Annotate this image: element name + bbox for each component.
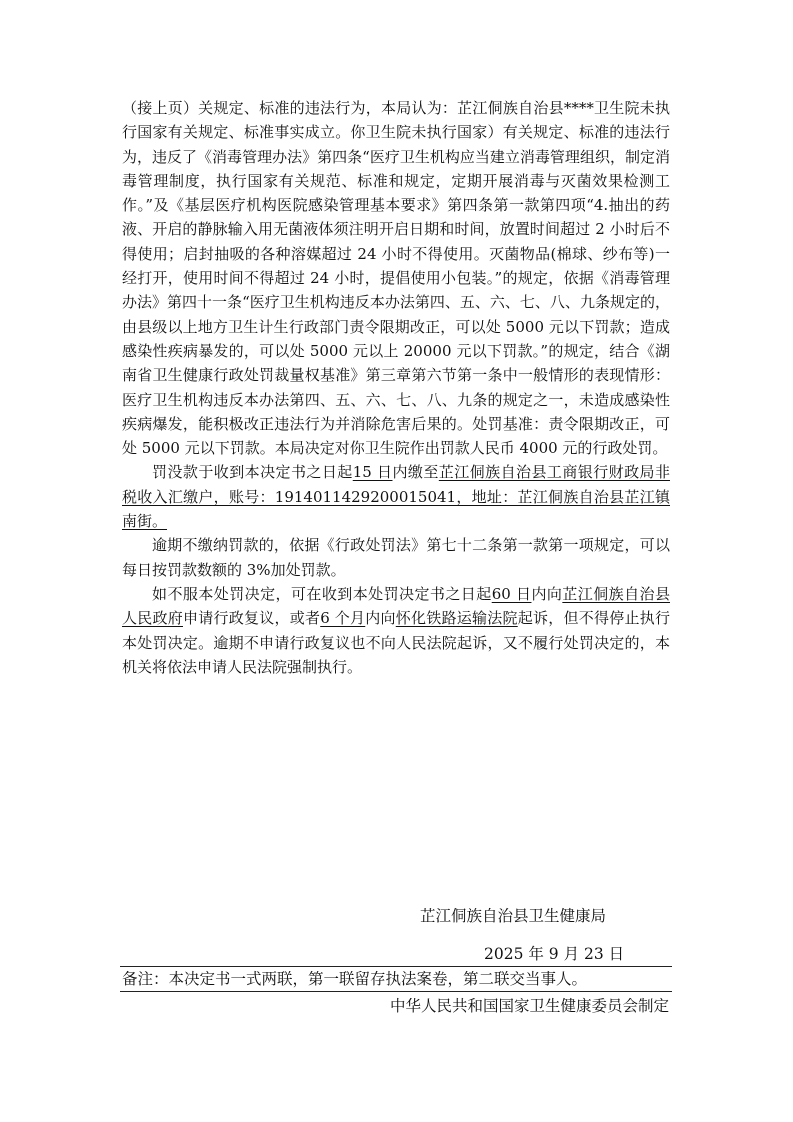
paragraph-legal-basis: （接上页）关规定、标准的违法行为，本局认为：芷江侗族自治县****卫生院未执行国家有关规定、标准事实成立。你卫生院未执行国家）有关规定、标准的违法行为，违反了《消毒管理办法》第四条“医疗卫生机构应当建立消毒管理组织，制定消毒管理制度，执行国家有关规范、标准和规定，定期开展消毒与灭菌效果检测工作。”及《基层医疗机构医院感染管理基本要求》第四条第一款第四项“4.抽出的药液、开启的静脉输入用无菌液体须注明开启日期和时间，放置时间超过 2 小时后不得使用；启封抽吸的各种溶媒超过 24 小时不得使用。灭菌物品(棉球、纱布等)一经打开，使用时间不得超过 24 小时，提倡使用小包装。”的规定，依据《消毒管理办法》第四十一条“医疗卫生机构违反本办法第四、五、六、七、八、九条规定的，由县级以上地方卫生计生行政部门责令限期改正，可以处 5000 元以下罚款；造成感染性疾病暴发的，可以处 5000 元以上 20000 元以下罚款。”的规定，结合《湖南省卫生健康行政处罚裁量权基准》第三章第六节第一条中一般情形的表现情形：医疗卫生机构违反本办法第四、五、六、七、八、九条的规定之一，未造成感染性疾病爆发，能积极改正违法行为并消除危害后果的。处罚基准：责令限期改正，可处 5000 元以下罚款。本局决定对你卫生院作出罚款人民币 4000 元的行政处罚。 (122, 99, 670, 458)
payment-account: 芷江侗族自治县工商银行财政局非税收入汇缴户，账号：1914011429200015041，地址：芷江侗族自治县芷江镇南街。 (122, 463, 670, 531)
appeal-text-2: 内向 (531, 584, 563, 603)
appeal-text-5: 起诉，但不得停止执行本处罚决定。逾期不申请行政复议也不向人民法院起诉，又不履行处罚决定的，本机关将依法申请人民法院强制执行。 (122, 609, 670, 676)
remark-note: 备注：本决定书一式两联，第一联留存执法案卷，第二联交当事人。 (122, 970, 588, 988)
note-bottom-rule (120, 991, 672, 992)
issue-date: 2025 年 9 月 23 日 (484, 945, 625, 963)
decision-body (122, 96, 670, 679)
payment-text-2: 内缴至 (392, 463, 439, 482)
appeal-text-3: 申请行政复议，或者 (182, 609, 321, 628)
note-top-rule (120, 966, 672, 967)
appeal-text-1: 如不服本处罚决定，可在收到本处罚决定书之日起 (152, 584, 492, 603)
payment-deadline: 15 日 (352, 463, 393, 482)
payment-text-1: 罚没款于收到本决定书之日起 (152, 463, 353, 482)
appeal-deadline: 60 日 (491, 584, 532, 603)
paragraph-appeal (122, 582, 670, 679)
review-authority: 芷江侗族自治县人民政府 (122, 584, 670, 628)
paragraph-late-penalty: 逾期不缴纳罚款的，依据《行政处罚法》第七十二条第一款第一项规定，可以每日按罚款数额的 3%加处罚款。 (122, 536, 670, 579)
issuing-authority: 芷江侗族自治县卫生健康局 (420, 907, 607, 925)
form-maker: 中华人民共和国国家卫生健康委员会制定 (389, 997, 669, 1015)
appeal-text-4: 内向 (365, 609, 396, 628)
court-name: 怀化铁路运输法院 (395, 609, 518, 628)
paragraph-payment (122, 460, 670, 533)
lawsuit-deadline: 6 个月 (320, 609, 366, 628)
